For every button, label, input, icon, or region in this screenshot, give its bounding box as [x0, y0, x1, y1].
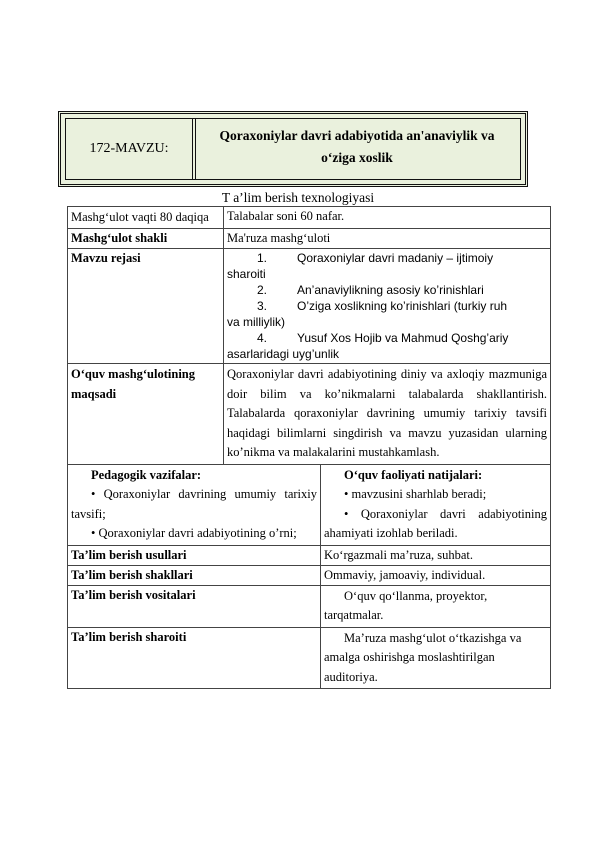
topic-header-box: [58, 111, 528, 187]
topic-title: [198, 125, 516, 169]
lesson-plan-table: [67, 206, 551, 689]
goal-value: Qoraxoniylar davri adabiyotining diniy va axloqiy mazmuniga doir bilim va ko’nikmalarni talabalarda shakllantirish. Talabalarda qoraxoniylar davrining umumiy tarixiy tavsifi haqidagi bilimlarni singdirish va mavzu yuzasidan ularning ko’nikma va malakalarini mustahkamlash.: [224, 364, 551, 465]
table-row: [68, 545, 551, 565]
plan-item: 4. Yusuf Xos Hojib va Mahmud Qoshg’ariy: [257, 331, 509, 345]
pedagogical-tasks: [68, 464, 321, 545]
plan-item-cont: va milliylik): [227, 315, 285, 329]
tasks-label: Pedagogik vazifalar:: [91, 467, 202, 482]
section-subtitle: T a’lim berish texnologiyasi: [221, 190, 375, 205]
topic-header-inner: [65, 118, 521, 180]
tools-value: [321, 585, 551, 627]
plan-item-cont: asarlaridagi uyg’unlik: [227, 347, 340, 361]
table-row: [68, 229, 551, 249]
plan-item: 3. O’ziga xoslikning ko’rinishlari (turkiy ruh: [257, 299, 508, 313]
table-row: [68, 249, 551, 364]
table-row: [68, 565, 551, 585]
table-row: [68, 627, 551, 689]
topic-title-line2: o‘ziga xoslik: [321, 150, 393, 165]
plan-item: 1. Qoraxoniylar davri madaniy – ijtimoiy: [257, 251, 494, 265]
result-item: • mavzusini sharhlab beradi;: [344, 487, 487, 501]
table-row: [68, 464, 551, 545]
form-value: Ma'ruza mashg‘uloti: [224, 229, 551, 249]
table-row: [68, 585, 551, 627]
topic-number: 172-MAVZU:: [89, 141, 169, 156]
results-label: O‘quv faoliyati natijalari:: [344, 467, 483, 482]
task-item: • Qoraxoniylar davri adabiyotining o’rni;: [91, 526, 297, 540]
methods-value: Ko‘rgazmali ma’ruza, suhbat.: [321, 545, 551, 565]
plan-item-cont: sharoiti: [227, 267, 266, 281]
table-row: [68, 364, 551, 465]
forms-label: Ta’lim berish shakllari: [68, 565, 321, 585]
tools-text: O‘quv qo‘llanma, proyektor, tarqatmalar.: [324, 588, 488, 622]
plan-item: 2. An’anaviylikning asosiy ko’rinishlari: [257, 283, 484, 297]
topic-title-line1: Qoraxoniylar davri adabiyotida an'anaviylik va: [219, 128, 495, 143]
time-label: Mashg‘ulot vaqti 80 daqiqa: [68, 207, 224, 229]
form-label: Mashg‘ulot shakli: [68, 229, 224, 249]
header-divider: [192, 119, 196, 179]
conditions-value: [321, 627, 551, 689]
conditions-text: Ma’ruza mashg‘ulot o‘tkazishga va amalga oshirishga moslashtirilgan auditoriya.: [324, 630, 522, 684]
table-row: [68, 207, 551, 229]
tools-label: Ta’lim berish vositalari: [68, 585, 321, 627]
result-item: • Qoraxoniylar davri adabiyotining ahamiyati izohlab beriladi.: [324, 506, 548, 540]
conditions-label: Ta’lim berish sharoiti: [68, 627, 321, 689]
methods-label: Ta’lim berish usullari: [68, 545, 321, 565]
plan-label: Mavzu rejasi: [68, 249, 224, 364]
plan-list: [224, 249, 551, 364]
forms-value: Ommaviy, jamoaviy, individual.: [321, 565, 551, 585]
task-item: • Qoraxoniylar davrining umumiy tarixiy tavsifi;: [71, 487, 317, 521]
learning-results: [321, 464, 551, 545]
time-value: Talabalar soni 60 nafar.: [224, 207, 551, 229]
goal-label: O‘quv mashg‘ulotining maqsadi: [68, 364, 224, 465]
